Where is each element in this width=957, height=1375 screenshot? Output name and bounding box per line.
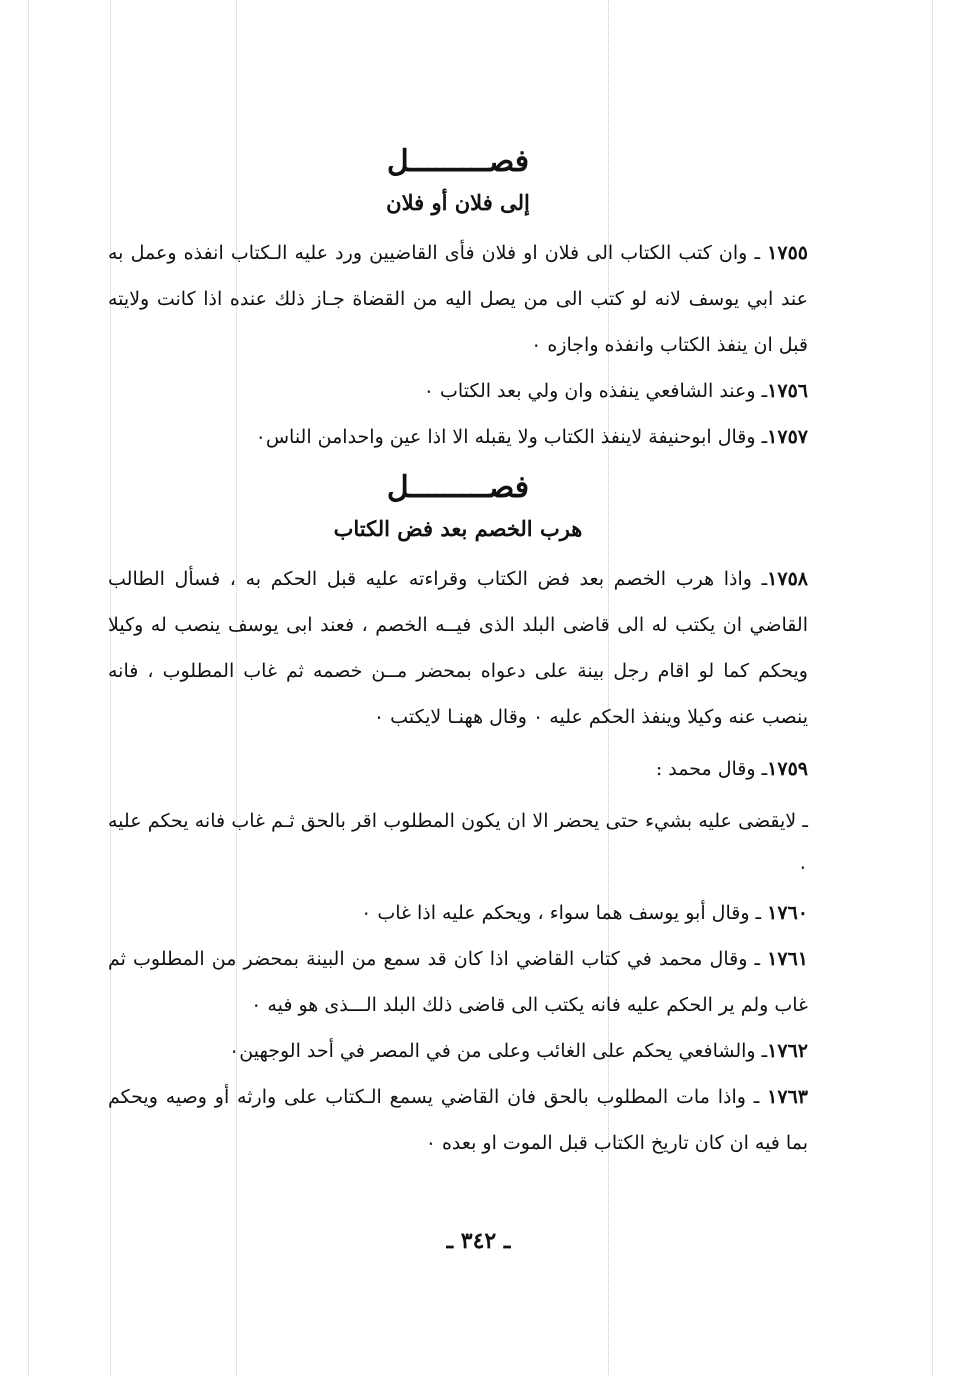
paragraph-text: ـ واذا مات المطلوب بالحق فان القاضي يسمع الـكتاب على وارثه أو وصيه ويحكم بما فيه ان كان تاريخ الكتاب قبل الموت او بعده ٠ — [108, 1086, 808, 1154]
paragraph-1756 — [108, 368, 808, 414]
paragraph-number: ١٧٦٠ — [767, 902, 808, 924]
paragraph-number: ١٧٦١ — [767, 948, 808, 970]
paragraph-1759 — [108, 746, 808, 792]
paragraph-number: ١٧٥٥ — [767, 242, 808, 264]
paragraph-1760 — [108, 890, 808, 936]
paragraph-text: ـ وقال محمد في كتاب القاضي اذا كان قد سمع من البينة بمحضر من المطلوب ثم غاب ولم ير الحكم عليه فانه يكتب الى قاضى ذلك البلد الـــذى هو فيه ٠ — [108, 948, 808, 1016]
paragraph-number: ١٧٦٢ — [767, 1040, 808, 1062]
paragraph-1761 — [108, 936, 808, 1028]
paragraph-1762 — [108, 1028, 808, 1074]
paragraph-number: ١٧٥٩ — [767, 758, 808, 780]
scan-dotted-line — [28, 0, 29, 1375]
paragraph-number: ١٧٥٧ — [767, 426, 808, 448]
paragraph-text: ـ وقال أبو يوسف هما سواء ، ويحكم عليه اذا غاب ٠ — [361, 902, 768, 924]
paragraph-number: ١٧٦٣ — [767, 1086, 808, 1108]
section-subtitle: هرب الخصم بعد فض الكتاب — [333, 516, 583, 541]
paragraph-1758 — [108, 556, 808, 740]
paragraph-text: ـ وقال محمد : — [655, 758, 768, 780]
paragraph-text: ـ لايقضى عليه بشيء حتى يحضر الا ان يكون المطلوب اقر بالحق ثـم غاب فانه يحكم عليه ٠ — [108, 810, 808, 878]
paragraph-text: ـ والشافعي يحكم على الغائب وعلى من في المصر في أحد الوجهين٠ — [229, 1040, 768, 1062]
scan-dotted-line — [932, 0, 933, 1375]
paragraph-text: ـ وعند الشافعي ينفذه وان ولي بعد الكتاب ٠ — [423, 380, 768, 402]
paragraph-text: ـ واذا هرب الخصم بعد فض الكتاب وقراءته عليه قبل الحكم به ، فسأل الطالب القاضي ان يكتب له الى قاضى البلد الذى فيــه الخصم ، فعند ابى يوسف ينصب له وكيلا ويحكم كما لو اقام رجل بينة على دعواه بمحضر مــن خصمه ثم غاب المطلوب ، فانه ينصب عنه وكيلا وينفذ الحكم عليه ٠ وقال ههنـا لايكتب ٠ — [108, 568, 808, 728]
paragraph-number: ١٧٥٨ — [767, 568, 808, 590]
paragraph-1757 — [108, 414, 808, 460]
paragraph-number: ١٧٥٦ — [767, 380, 808, 402]
paragraph-text: ـ وان كتب الكتاب الى فلان او فلان فأى القاضيين ورد عليه الـكتاب انفذه وعمل به عند ابي يوسف لانه لو كتب الى من يصل اليه من القضاة جـاز ذلك عنده اذا كانت ولايته قبل ان ينفذ الكتاب وانفذه واجازه ٠ — [108, 242, 808, 356]
section-title: فصـــــــــل — [386, 470, 530, 505]
paragraph-1755 — [108, 230, 808, 368]
page-content — [108, 140, 808, 1166]
paragraph-1759-quote — [108, 798, 808, 890]
section-subtitle: إلى فلان أو فلان — [386, 190, 530, 215]
section-title: فصـــــــــل — [386, 144, 530, 179]
paragraph-text: ـ وقال ابوحنيفة لاينفذ الكتاب ولا يقبله الا اذا عين واحدامن الناس٠ — [255, 426, 768, 448]
paragraph-1763 — [108, 1074, 808, 1166]
page-number: ـ ٣٤٢ ـ — [446, 1228, 511, 1254]
